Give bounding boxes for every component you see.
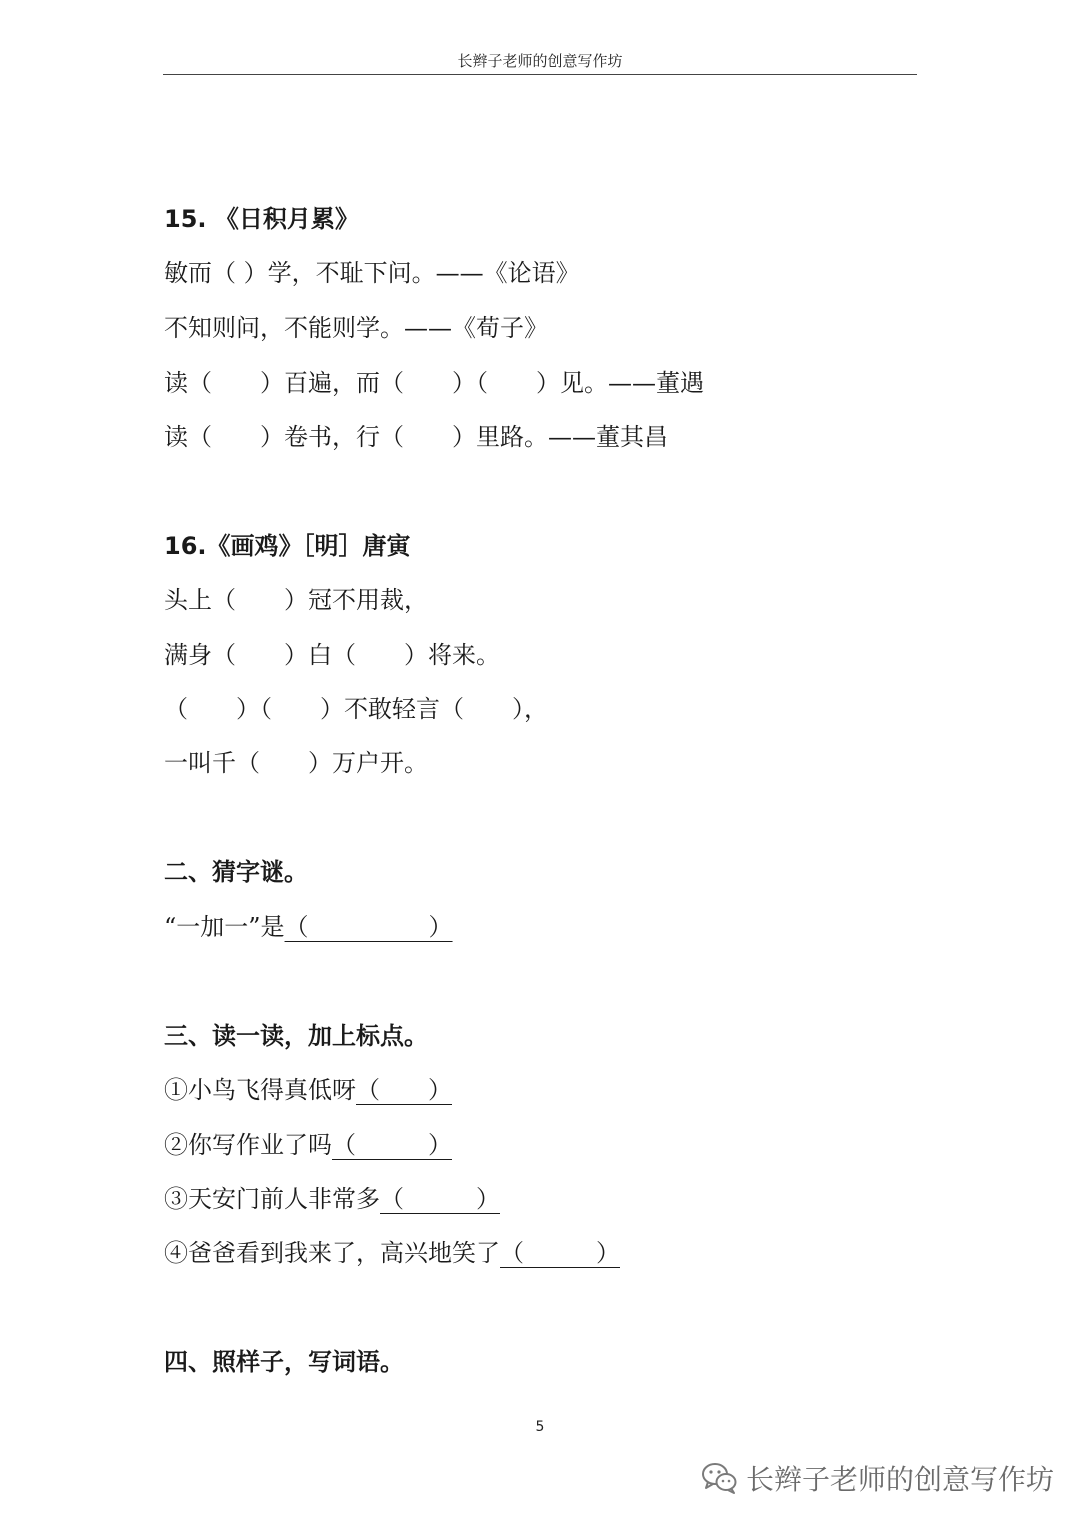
- punctuation-section-title: 三、读一读，加上标点。: [164, 1022, 428, 1050]
- punctuation-answer-blank[interactable]: （ ）: [380, 1185, 500, 1213]
- section-15-line-1: 敏而（ ）学，不耻下问。——《论语》: [164, 259, 580, 287]
- section-16-line-1: 头上（ ）冠不用裁，: [164, 586, 428, 614]
- section-15-title: 15. 《日积月累》: [164, 205, 359, 233]
- watermark: [700, 1458, 1054, 1498]
- punctuation-item-4: [164, 1238, 620, 1268]
- section-16-line-3: （ ）（ ）不敢轻言（ ），: [164, 695, 548, 723]
- section-15-line-4: 读（ ）卷书，行（ ）里路。——董其昌: [164, 423, 668, 451]
- section-16-line-4: 一叫千（ ）万户开。: [164, 749, 428, 777]
- punctuation-answer-blank[interactable]: （ ）: [500, 1239, 620, 1267]
- wechat-icon: [700, 1461, 738, 1495]
- watermark-text: 长辫子老师的创意写作坊: [746, 1463, 1055, 1496]
- punctuation-sentence: ④爸爸看到我来了，高兴地笑了: [164, 1239, 500, 1267]
- header-title: 长辫子老师的创意写作坊: [457, 52, 623, 70]
- punctuation-answer-blank[interactable]: （ ）: [332, 1131, 452, 1159]
- punctuation-answer-blank[interactable]: （ ）: [356, 1076, 452, 1104]
- riddle-prompt: “一加一”是: [164, 913, 285, 941]
- section-16-line-2: 满身（ ）白（ ）将来。: [164, 641, 500, 669]
- riddle-section-title: 二、猜字谜。: [164, 858, 308, 886]
- words-section-title: 四、照样子，写词语。: [164, 1348, 404, 1376]
- riddle-question: [164, 912, 453, 942]
- section-15-line-3: 读（ ）百遍，而（ ）（ ）见。——董遇: [164, 369, 704, 397]
- punctuation-sentence: ①小鸟飞得真低呀: [164, 1076, 356, 1104]
- punctuation-sentence: ②你写作业了吗: [164, 1131, 332, 1159]
- punctuation-item-2: [164, 1130, 452, 1160]
- riddle-answer-blank[interactable]: （ ）: [284, 913, 453, 941]
- section-15-line-2: 不知则问，不能则学。——《荀子》: [164, 314, 548, 342]
- punctuation-item-1: [164, 1075, 452, 1105]
- punctuation-sentence: ③天安门前人非常多: [164, 1185, 380, 1213]
- section-16-title: 16.《画鸡》［明］唐寅: [164, 532, 411, 560]
- page-number: 5: [535, 1419, 545, 1435]
- page-header: [163, 50, 917, 75]
- punctuation-item-3: [164, 1184, 500, 1214]
